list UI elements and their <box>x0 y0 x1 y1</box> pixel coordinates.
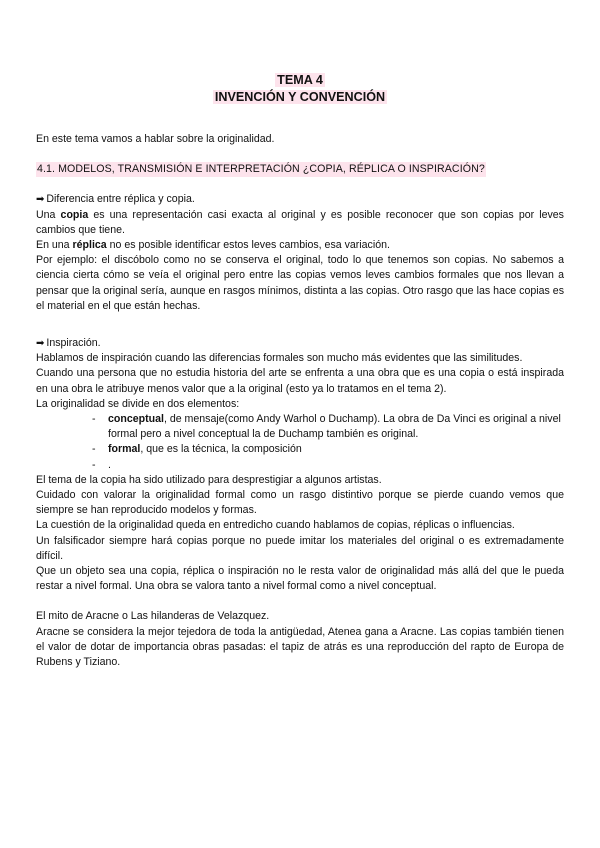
arrow-icon: ➡ <box>36 194 45 206</box>
inspiracion-p4: El tema de la copia ha sido utilizado para desprestigiar a algunos artistas. <box>36 473 382 486</box>
aracne-paragraph: Aracne se considera la mejor tejedora de toda la antigüedad, Atenea gana a Aracne. Las copias también tienen el valor de dotar de importancia obras pasadas: el tapiz de atrás es una reproducción del rapto de Europa de Rubens y Tiziano. <box>36 625 564 669</box>
title-line-1: TEMA 4 <box>277 73 323 87</box>
list-item: - conceptual, de mensaje(como Andy Warhol o Duchamp). La obra de Da Vinci es original a nivel formal pero a nivel conceptual la de Duchamp también es original. <box>92 413 561 441</box>
inspiracion-p7: Un falsificador siempre hará copias porque no puede imitar los materiales del original o es extremadamente difícil. <box>36 534 564 562</box>
inspiracion-p6: La cuestión de la originalidad queda en entredicho cuando hablamos de copias, réplicas o influencias. <box>36 519 515 532</box>
document-page <box>36 72 564 670</box>
replica-copia-heading: ➡ Diferencia entre réplica y copia. <box>36 193 195 206</box>
originality-list <box>36 412 564 473</box>
example-paragraph: Por ejemplo: el discóbolo como no se conserva el original, todo lo que tenemos son copias. No sabemos a ciencia cierta cómo se veía el original pero entre las copias vemos leves cambios formales que nos llevan a pensar que la original sería, aunque en rasgos mínimos, distinta a las copias. Otro rasgo que las hace copias es el material en el que están hechas. <box>36 254 564 312</box>
document-title <box>36 72 564 106</box>
arrow-icon: ➡ <box>36 338 45 350</box>
section-heading: 4.1. MODELOS, TRANSMISIÓN E INTERPRETACIÓN ¿COPIA, RÉPLICA O INSPIRACIÓN? <box>36 162 486 177</box>
copia-paragraph: Una copia es una representación casi exacta al original y es posible reconocer que son copias por leves cambios que tiene. <box>36 208 564 236</box>
inspiracion-p5: Cuidado con valorar la originalidad formal como un rasgo distintivo porque se pierde cuando vemos que siempre se han reproducido modelos y formas. <box>36 489 564 517</box>
list-item: - . <box>92 458 111 471</box>
replica-paragraph: En una réplica no es posible identificar estos leves cambios, esa variación. <box>36 239 390 252</box>
list-item: - formal, que es la técnica, la composición <box>92 443 302 456</box>
aracne-heading: El mito de Aracne o Las hilanderas de Velazquez. <box>36 610 270 623</box>
intro-paragraph: En este tema vamos a hablar sobre la originalidad. <box>36 133 275 145</box>
title-line-2: INVENCIÓN Y CONVENCIÓN <box>214 90 386 104</box>
inspiracion-p1: Hablamos de inspiración cuando las diferencias formales son mucho más evidentes que las similitudes. <box>36 352 523 365</box>
inspiracion-heading: ➡ Inspiración. <box>36 337 101 350</box>
inspiracion-p3: La originalidad se divide en dos elementos: <box>36 397 240 410</box>
inspiracion-p8: Que un objeto sea una copia, réplica o inspiración no le resta valor de originalidad más allá del que le pueda restar a nivel formal. Una obra se valora tanto a nivel formal como a nivel conceptual. <box>36 565 564 593</box>
inspiracion-p2: Cuando una persona que no estudia historia del arte se enfrenta a una obra que es una copia o está inspirada en una obra le atribuye menos valor que a la original (esto ya lo tratamos en el tema 2). <box>36 367 564 395</box>
